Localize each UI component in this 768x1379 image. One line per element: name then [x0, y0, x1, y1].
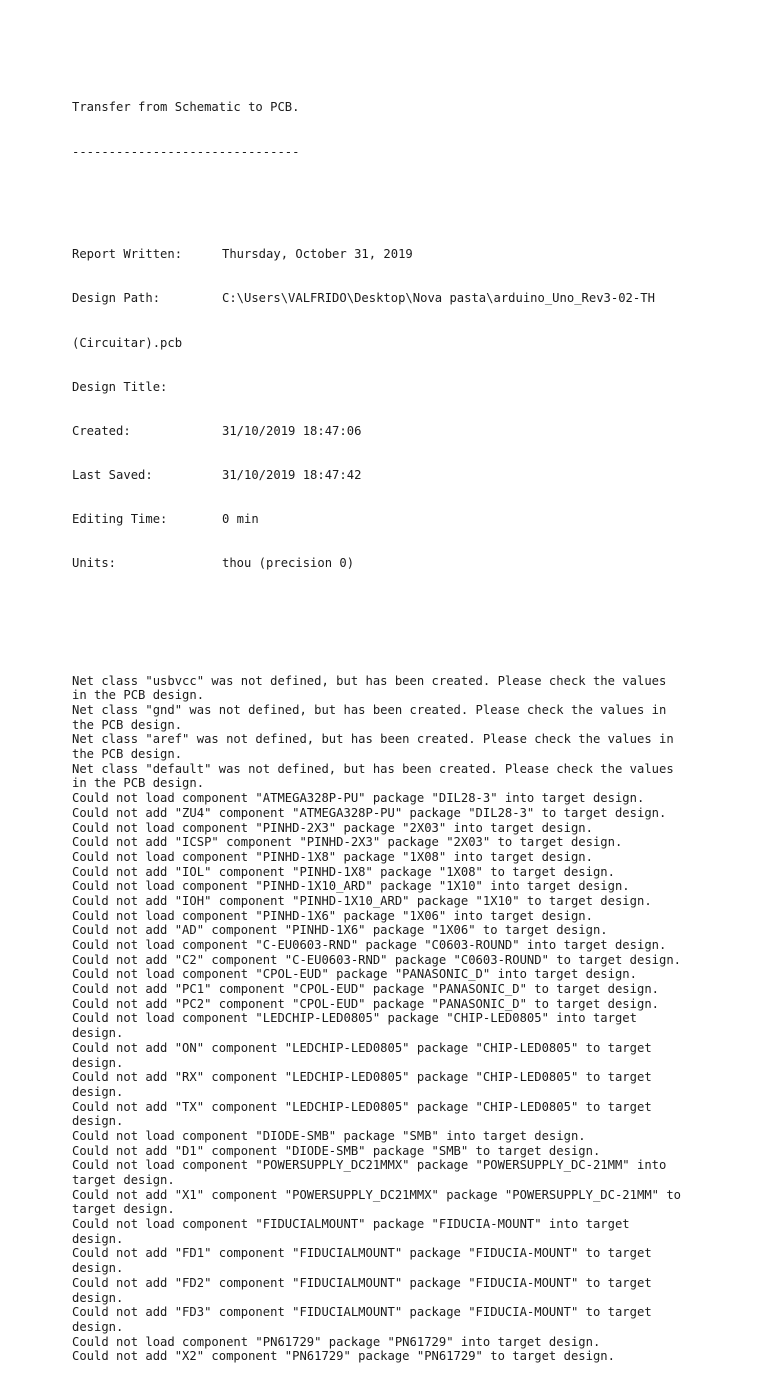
field-value: thou (precision 0): [222, 556, 355, 571]
field-label: Design Path:: [72, 291, 161, 306]
message-line: design.: [72, 1114, 124, 1129]
message-line: Could not add "FD2" component "FIDUCIALMOUNT" package "FIDUCIA-MOUNT" to target: [72, 1275, 652, 1290]
message-line: Could not load component "PN61729" package "PN61729" into target design.: [72, 1334, 601, 1349]
field-report-written: [72, 247, 752, 262]
spacer: [72, 615, 752, 630]
message-line: Could not add "C2" component "C-EU0603-RND" package "C0603-ROUND" to target design.: [72, 952, 682, 967]
message-line: Could not load component "DIODE-SMB" package "SMB" into target design.: [72, 1128, 586, 1143]
message-line: Could not load component "CPOL-EUD" package "PANASONIC_D" into target design.: [72, 967, 637, 982]
message-line: Could not add "IOL" component "PINHD-1X8" package "1X08" to target design.: [72, 864, 615, 879]
field-value: C:\Users\VALFRIDO\Desktop\Nova pasta\arduino_Uno_Rev3-02-TH: [222, 291, 655, 306]
message-line: Could not add "ON" component "LEDCHIP-LED0805" package "CHIP-LED0805" to target: [72, 1040, 652, 1055]
message-line: design.: [72, 1290, 124, 1305]
message-line: Could not load component "LEDCHIP-LED0805" package "CHIP-LED0805" into target: [72, 1011, 637, 1026]
message-line: design.: [72, 1026, 124, 1041]
message-line: Could not add "AD" component "PINHD-1X6" package "1X06" to target design.: [72, 923, 608, 938]
message-line: the PCB design.: [72, 717, 183, 732]
message-line: target design.: [72, 1202, 175, 1217]
message-line: Could not load component "POWERSUPPLY_DC21MMX" package "POWERSUPPLY_DC-21MM" into: [72, 1158, 667, 1173]
message-line: in the PCB design.: [72, 688, 205, 703]
message-line: Could not load component "C-EU0603-RND" package "C0603-ROUND" into target design.: [72, 938, 667, 953]
message-line: design.: [72, 1231, 124, 1246]
message-line: Could not add "D1" component "DIODE-SMB" package "SMB" to target design.: [72, 1143, 601, 1158]
report-title: Transfer from Schematic to PCB.: [72, 100, 300, 115]
field-value: 31/10/2019 18:47:42: [222, 467, 362, 482]
message-line: Could not load component "PINHD-1X8" package "1X08" into target design.: [72, 849, 593, 864]
spacer: [72, 189, 752, 204]
message-line: Net class "default" was not defined, but has been created. Please check the values: [72, 761, 674, 776]
message-line: Could not load component "PINHD-1X10_ARD" package "1X10" into target design.: [72, 879, 630, 894]
field-label: (Circuitar).pcb: [72, 335, 183, 350]
message-line: Could not add "X1" component "POWERSUPPLY_DC21MMX" package "POWERSUPPLY_DC-21MM" to: [72, 1187, 682, 1202]
field-value: 0 min: [222, 511, 259, 526]
message-line: Net class "gnd" was not defined, but has been created. Please check the values in: [72, 703, 667, 718]
message-line: Could not add "RX" component "LEDCHIP-LED0805" package "CHIP-LED0805" to target: [72, 1070, 652, 1085]
message-line: Could not load component "PINHD-1X6" package "1X06" into target design.: [72, 908, 593, 923]
message-line: Could not load component "ATMEGA328P-PU" package "DIL28-3" into target design.: [72, 791, 645, 806]
report-title-underline: -------------------------------: [72, 144, 300, 159]
message-line: design.: [72, 1261, 124, 1276]
field-label: Last Saved:: [72, 467, 153, 482]
message-line: the PCB design.: [72, 747, 183, 762]
message-line: Net class "usbvcc" was not defined, but has been created. Please check the values: [72, 673, 667, 688]
field-label: Editing Time:: [72, 511, 168, 526]
message-line: design.: [72, 1055, 124, 1070]
field-label: Report Written:: [72, 247, 183, 262]
field-units: [72, 556, 752, 571]
field-label: Created:: [72, 423, 131, 438]
message-line: Could not add "ICSP" component "PINHD-2X3" package "2X03" to target design.: [72, 835, 623, 850]
message-list: [72, 674, 752, 1364]
field-label: Units:: [72, 556, 117, 571]
message-line: design.: [72, 1084, 124, 1099]
field-label: Design Title:: [72, 379, 168, 394]
message-line: Could not add "PC1" component "CPOL-EUD" package "PANASONIC_D" to target design.: [72, 982, 659, 997]
field-design-path-continued: [72, 336, 752, 351]
field-design-title: [72, 380, 752, 395]
field-value: Thursday, October 31, 2019: [222, 247, 413, 262]
message-line: Could not add "FD1" component "FIDUCIALMOUNT" package "FIDUCIA-MOUNT" to target: [72, 1246, 652, 1261]
message-line: Could not add "PC2" component "CPOL-EUD" package "PANASONIC_D" to target design.: [72, 996, 659, 1011]
field-value: 31/10/2019 18:47:06: [222, 423, 362, 438]
field-editing-time: [72, 512, 752, 527]
field-created: [72, 424, 752, 439]
message-line: in the PCB design.: [72, 776, 205, 791]
field-last-saved: [72, 468, 752, 483]
message-line: Could not load component "FIDUCIALMOUNT" package "FIDUCIA-MOUNT" into target: [72, 1217, 630, 1232]
report-document: [72, 71, 752, 1379]
field-design-path: [72, 291, 752, 306]
message-line: target design.: [72, 1173, 175, 1188]
message-line: Could not add "ZU4" component "ATMEGA328P-PU" package "DIL28-3" to target design.: [72, 805, 667, 820]
message-line: design.: [72, 1319, 124, 1334]
message-line: Could not load component "PINHD-2X3" package "2X03" into target design.: [72, 820, 593, 835]
message-line: Could not add "TX" component "LEDCHIP-LED0805" package "CHIP-LED0805" to target: [72, 1099, 652, 1114]
message-line: Net class "aref" was not defined, but has been created. Please check the values in: [72, 732, 674, 747]
message-line: Could not add "X2" component "PN61729" package "PN61729" to target design.: [72, 1349, 615, 1364]
message-line: Could not add "IOH" component "PINHD-1X10_ARD" package "1X10" to target design.: [72, 893, 652, 908]
message-line: Could not add "FD3" component "FIDUCIALMOUNT" package "FIDUCIA-MOUNT" to target: [72, 1305, 652, 1320]
